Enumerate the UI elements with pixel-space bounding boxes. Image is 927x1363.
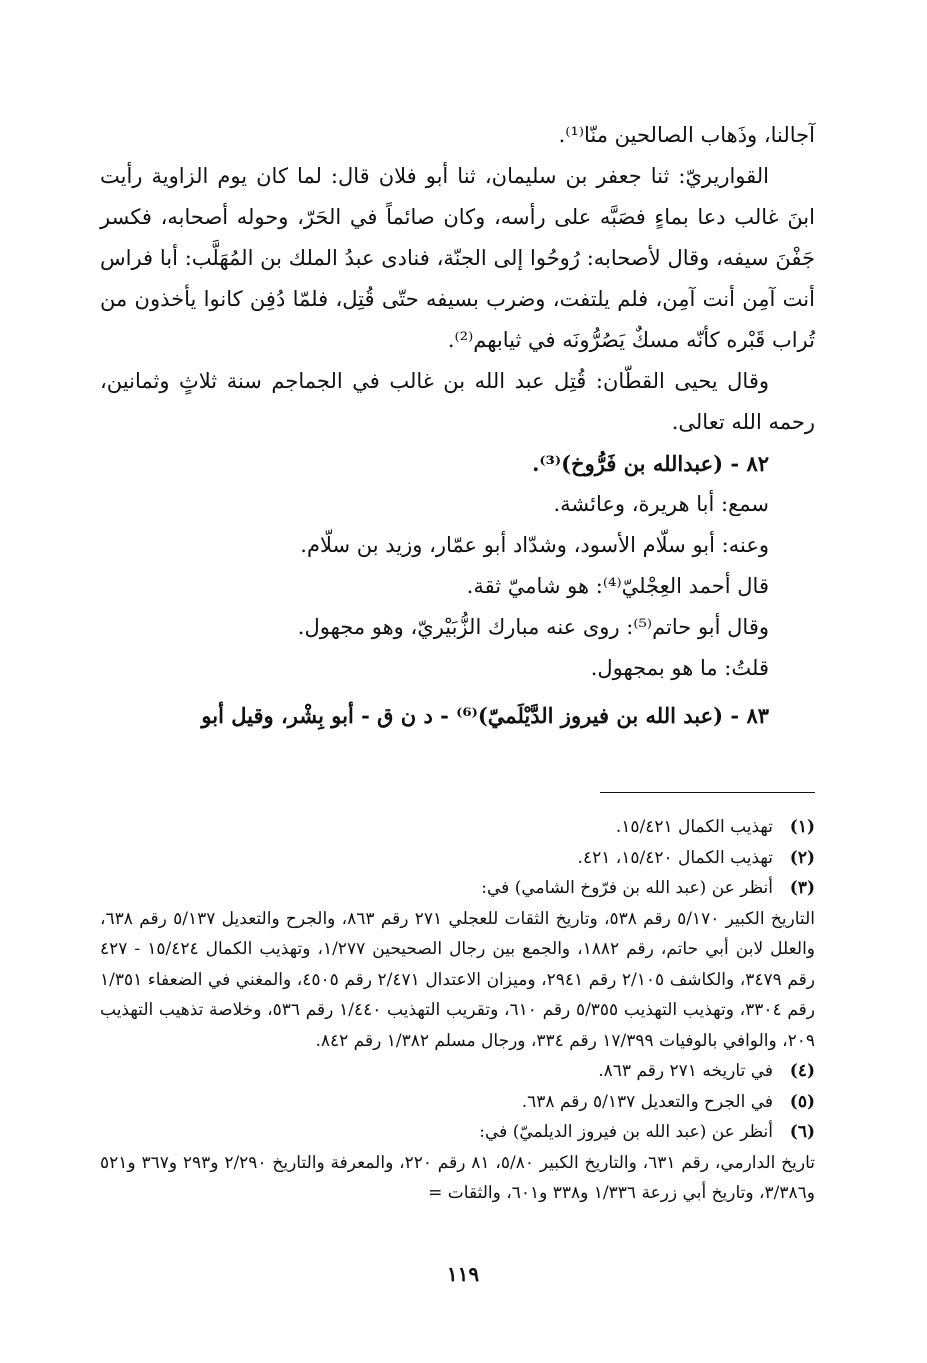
footnote-number: (٥): [789, 1091, 815, 1112]
paragraph-qawariri: القواريريّ: ثنا جعفر بن سليمان، ثنا أبو فلان قال: لما كان يوم الزاوية رأيت ابنَ غالب دعا بماءٍ فصَبَّه على رأسه، وكان صائماً في الحَرّ، وحوله أصحابه، فكسر جَفْنَ سيفه، وقال لأصحابه: رُوحُوا إلى الجنّة، فنادى عبدُ الملك بن المُهَلَّب: أبا فراس أنت آمِن أنت آمِن، فلم يلتفت، وضرب بسيفه حتّى قُتِل، فلمّا دُفِن كانوا يأخذون من تُراب قَبْره كأنّه مسكٌ يَصُرُّونَه في ثيابهم⁽²⁾.: [100, 164, 815, 352]
entry-82-comment: قلتُ: ما هو بمجهول.: [590, 656, 769, 680]
paragraph-qattan: وقال يحيى القطّان: قُتِل عبد الله بن غالب في الجماجم سنة ثلاثٍ وثمانين، رحمه الله تعالى.: [100, 369, 815, 434]
entry-82-ijli: قال أحمد العِجْليّ⁽⁴⁾: هو شاميّ ثقة.: [466, 574, 769, 598]
footnote-number: (٦): [789, 1122, 815, 1142]
footnote-separator: [600, 792, 815, 793]
footnote-text: تهذيب الكمال ١٥/٤٢١.: [615, 817, 773, 837]
footnote-number: (١): [789, 817, 815, 837]
footnote-text: في تاريخه ٢٧١ رقم ٨٦٣.: [598, 1061, 773, 1081]
entry-heading-82: ٨٢ - (عبدالله بن فَرُّوخ)⁽³⁾.: [532, 451, 769, 476]
footnote-4: [100, 1056, 815, 1087]
footnote-number: (٢): [789, 847, 815, 868]
footnote-text: أنظر عن (عبد الله بن فيروز الديلميّ) في:: [479, 1122, 773, 1142]
footnote-number: (٣): [789, 878, 815, 898]
footnote-2: [100, 843, 815, 874]
footnote-text: في الجرح والتعديل ٥/١٣٧ رقم ٦٣٨.: [521, 1091, 773, 1112]
footnote-text: أنظر عن (عبد الله بن فرّوخ الشامي) في:: [481, 878, 773, 898]
footnote-number: (٤): [789, 1061, 815, 1081]
footnote-3: [100, 873, 815, 904]
footnote-6: [100, 1117, 815, 1148]
footnote-5: [100, 1087, 815, 1118]
paragraph-continuation: آجالنا، وذَهاب الصالحين منّا⁽¹⁾.: [558, 123, 815, 147]
footnote-1: [100, 812, 815, 843]
entry-82-narrators: وعنه: أبو سلّام الأسود، وشدّاد أبو عمّار، وزيد بن سلّام.: [300, 533, 769, 557]
page-number: ١١٩: [446, 1262, 480, 1286]
footnotes: [100, 812, 815, 1209]
entry-heading-83: ٨٣ - (عبد الله بن فيروز الدَّيْلَميّ)⁽⁶⁾ - د ن ق - أبو بِشْر، وقيل أبو: [201, 703, 769, 728]
footnote-6-body: تاريخ الدارمي، رقم ٦٣١، والتاريخ الكبير ٥/٨٠، ٨١ رقم ٢٢٠، والمعرفة والتاريخ ٢/٢٩٠ و٢٩٣ و٣٦٧ و٥٢١ و٣/٣٨٦، وتاريخ أبي زرعة ١/٣٣٦ و٣٣٨ و٦٠١، والثقات =: [100, 1152, 815, 1203]
footnote-text: تهذيب الكمال ١٥/٤٢٠، ٤٢١.: [577, 847, 773, 868]
entry-82-heard: سمع: أبا هريرة، وعائشة.: [553, 492, 769, 516]
entry-82-abu-hatim: وقال أبو حاتم⁽⁵⁾: روى عنه مبارك الزُّبَيْريّ، وهو مجهول.: [297, 615, 769, 639]
main-text: [100, 115, 815, 736]
footnote-3-body: التاريخ الكبير ٥/١٧٠ رقم ٥٣٨، وتاريخ الثقات للعجلي ٢٧١ رقم ٨٦٣، والجرح والتعديل ٥/١٣٧ رقم ٦٣٨، والعلل لابن أبي حاتم، رقم ١٨٨٢، والجمع بين رجال الصحيحين ١/٢٧٧، وتهذيب الكمال ١٥/٤٢٤ - ٤٢٧ رقم ٣٤٧٩، والكاشف ٢/١٠٥ رقم ٢٩٤١، وميزان الاعتدال ٢/٤٧١ رقم ٤٥٠٥، والمغني في الضعفاء ١/٣٥١ رقم ٣٣٠٤، وتهذيب التهذيب ٥/٣٥٥ رقم ٦١٠، وتقريب التهذيب ١/٤٤٠ رقم ٥٣٦، وخلاصة تذهيب التهذيب ٢٠٩، والوافي بالوفيات ١٧/٣٩٩ رقم ٣٣٤، ورجال مسلم ١/٣٨٢ رقم ٨٤٢.: [100, 908, 815, 1051]
